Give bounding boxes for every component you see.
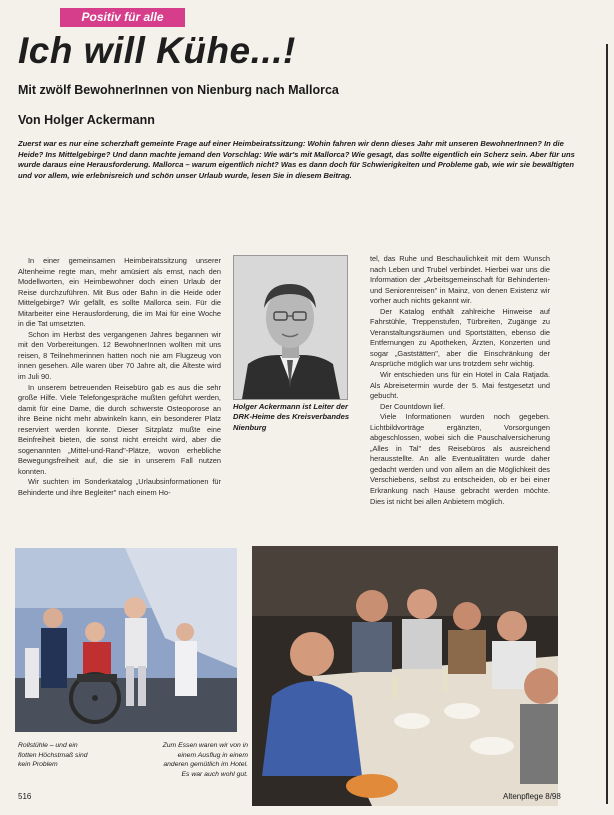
right-edge-rule <box>606 44 608 804</box>
headline: Ich will Kühe...! <box>18 30 296 71</box>
author-portrait-photo <box>233 255 348 400</box>
portrait-caption: Holger Ackermann ist Leiter der DRK-Heime des Kreisverbandes Nienburg <box>233 402 350 432</box>
body-paragraph: Der Countdown lief. <box>380 401 445 411</box>
page-number: 516 <box>18 792 32 801</box>
body-paragraph: In einer gemeinsamen Heimbeiratssitzung unserer Altenheime regte man, mehr amüsiert als ernst, nach den Modellworten, ein Heimbewohner doch einen Urlaub der Reise durchzuführen. Mit Bus oder Bahn in die Heide oder Mittelgebirge? Wir gefällt, es sollte Mallorca sein. Für die Mitarbeiter eine Herausforderung, die im Mai für eine Woche in die Tat umsetzten. <box>18 256 221 329</box>
body-paragraph: In unserem betreuenden Reisebüro gab es aus die sehr große Hilfe. Viele Telefongespräche mußten geführt werden, damit für eine Dame, die durch schwerste Osteoporose an ihre Beine nicht mehr abwinkeln kann, ein besonderer Platz reserviert werden konnte. Dieser Sitzplatz mußte eine Beinfreiheit bieten, die sonst nicht erreicht wird, aber die sogenannten „Mittel-und-Rand"-Plätze, wovon erhebliche Bewegungsfreiheit auf, die sie in unserem Fall nutzen konnten. <box>18 382 221 476</box>
photo-caption-left: Rollstühle – und ein flotten Höchstmaß sind kein Problem <box>18 742 88 769</box>
byline: Von Holger Ackermann <box>18 113 155 127</box>
hotel-dinner-photo <box>252 546 558 806</box>
body-column-1 <box>18 256 221 499</box>
body-paragraph: Wir entschieden uns für ein Hotel in Cala Ratjada. Als Abreisetermin wurde der 5. Mai festgesetzt und gebucht. <box>370 370 550 401</box>
body-column-3 <box>370 254 550 507</box>
subheadline: Mit zwölf BewohnerInnen von Nienburg nach Mallorca <box>18 83 339 97</box>
wheelchair-travel-photo <box>15 548 237 732</box>
body-paragraph: Wir suchten im Sonderkatalog „Urlaubsinformationen für Behinderte und ihre Begleiter" nach einem Ho- <box>18 477 221 498</box>
body-paragraph: Viele Informationen wurden noch gegeben. Lichtbildvorträge ergänzten, Vorsorgungen abgeschlossen, wobei sich die Pauschalversicherung „Alles in Tal" des Reisebüros als ausreichend herausstellte. An alle Eventualitäten wurde daher gedacht werden und von allem an die Möglichkeit des Verschiebens, selbst zu entscheiden, ob er bei einer Erkrankung nach Hause gebracht werden möchte. Dies ist nicht bei allen Anbietern möglich. <box>370 412 550 506</box>
body-paragraph: Der Katalog enthält zahlreiche Hinweise auf Fahrstühle, Treppenstufen, Türbreiten, Zugänge zu Veranstaltungsräumen und Sportstätten, ebenso die Entfernungen zu Apotheken, Ärzten, Konzerten und sogar „Gaststätten", aber die Einschränkung der Ansprüche möglich war uns trotzdem sehr wichtig. <box>370 306 550 369</box>
journal-issue: Altenpflege 8/98 <box>503 792 561 801</box>
rubric-tag: Positiv für alle <box>60 8 185 27</box>
photo-caption-mid: Zum Essen waren wir von in einem Ausflug in einem anderen gemütlich im Hotel. Es war auch wohl gut. <box>162 742 248 778</box>
intro-paragraph: Zuerst war es nur eine scherzhaft gemeinte Frage auf einer Heimbeiratssitzung: Wohin fahren wir denn dieses Jahr mit unseren BewohnerInnen? In die Heide? Ins Mittelgebirge? Und dann machte jemand den Vorschlag: Wie wär's mit Mallorca? Wie gesagt, das sollte eigentlich ein Scherz sein. Aber für uns wurde daraus eine Herausforderung. Mallorca – warum eigentlich nicht? Was es dann doch für Schwierigkeiten und Probleme gab, wie wir sie bewältigten und vor allem, wie erlebnisreich und schön unser Urlaub wurde, lesen Sie in diesem Beitrag. <box>18 139 575 180</box>
body-paragraph: Schon im Herbst des vergangenen Jahres begannen wir mit den Vorbereitungen. 12 BewohnerInnen wollten mit uns reisen, 8 Teilnehmerinnen hatten noch nie am Flugzeug von innen gesehen. Alle waren über 70 Jahre alt, die Älteste wird im Juli 90. <box>18 329 221 382</box>
body-paragraph: tel, das Ruhe und Beschaulichkeit mit dem Wunsch nach Leben und Trubel verbindet. Hierbei war uns die Information der „Arbeitsgemeinschaft für Behinderten- und Seniorenreisen" in Mainz, von denen Existenz wir vorher auch nichts gekannt wir. <box>370 254 550 306</box>
